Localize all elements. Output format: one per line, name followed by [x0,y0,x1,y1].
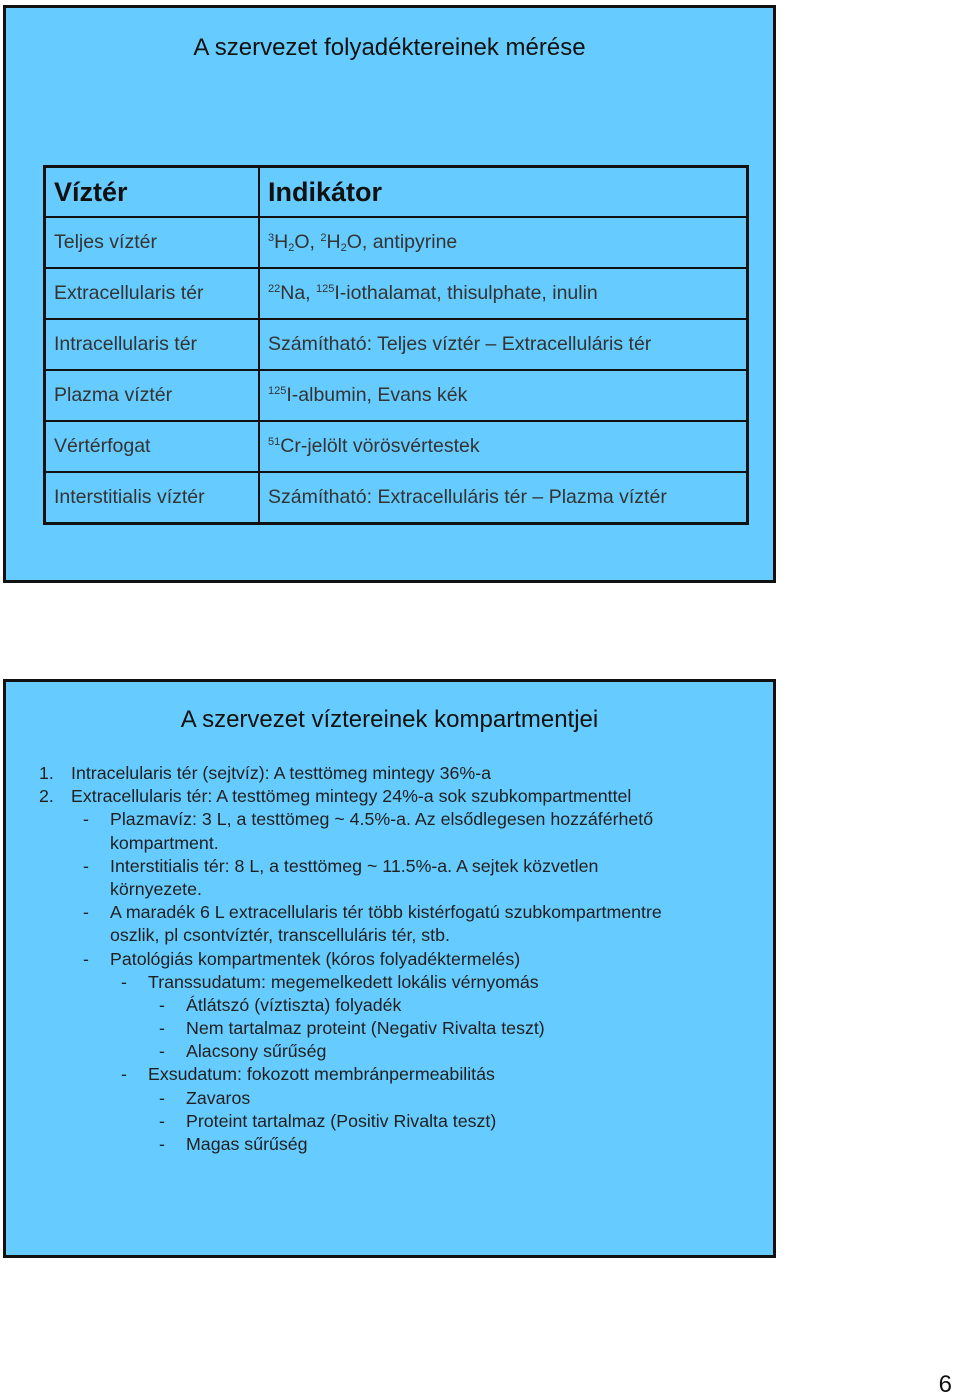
list-dash: - [159,1087,165,1108]
list-text: kompartment. [110,832,219,853]
list-dash: - [83,948,89,969]
list-text: oszlik, pl csontvíztér, transcelluláris tér, stb. [110,925,450,946]
list-dash: - [121,1064,127,1085]
list-dash: - [159,1018,165,1039]
list-item [39,901,759,924]
list-item [39,924,759,947]
list-item [39,1087,759,1110]
column-header-space: Víztér [45,167,260,218]
list-item [39,994,759,1017]
list-text: Nem tartalmaz proteint (Negativ Rivalta teszt) [186,1018,545,1039]
list-dash: - [159,994,165,1015]
indicator-cell: $^{51}$Cr-jelölt vörösvértestek [259,421,748,472]
list-text: Plazmavíz: 3 L, a testtömeg ~ 4.5%-a. Az elsődlegesen hozzáférhető [110,809,654,830]
list-text: Interstitialis tér: 8 L, a testtömeg ~ 11.5%-a. A sejtek közvetlen [110,855,599,876]
list-dash: - [83,902,89,923]
list-item [39,762,759,785]
table-row [45,217,748,268]
space-cell: Plazma víztér [45,370,260,421]
indicator-cell: $^3H_2O$, $^2H_2O$, antipyrine [259,217,748,268]
list-text: Átlátszó (víztiszta) folyadék [186,994,402,1015]
list-text: Alacsony sűrűség [186,1041,327,1062]
indicator-cell: Számítható: Extracelluláris tér – Plazma víztér [259,472,748,524]
space-cell: Intracellularis tér [45,319,260,370]
list-text: Extracellularis tér: A testtömeg mintegy 24%-a sok szubkompartmenttel [71,786,632,807]
list-text: Transsudatum: megemelkedett lokális vérnyomás [148,971,539,992]
list-item [39,785,759,808]
space-cell: Extracellularis tér [45,268,260,319]
page-number: 6 [938,1371,952,1398]
list-number: 2. [39,786,54,807]
slide-compartments [3,679,776,1258]
list-dash: - [159,1041,165,1062]
list-dash: - [83,855,89,876]
table-row [45,421,748,472]
slide-title: A szervezet víztereinek kompartmentjei [180,706,599,733]
indicator-cell: $^{125}$I-albumin, Evans kék [259,370,748,421]
indicator-cell: $^{22}$Na, $^{125}$I-iothalamat, thisulphate, inulin [259,268,748,319]
list-text: Magas sűrűség [186,1134,308,1154]
space-cell: Interstitialis víztér [45,472,260,524]
list-text: Zavaros [186,1087,251,1108]
table-row [45,268,748,319]
list-text: A maradék 6 L extracellularis tér több kistérfogatú szubkompartmentre [110,902,662,923]
compartment-list [39,762,759,1156]
list-dash: - [159,1134,165,1154]
space-cell: Vértérfogat [45,421,260,472]
list-item [39,948,759,971]
list-dash: - [83,809,89,830]
list-item [39,1110,759,1133]
list-dash: - [121,971,127,992]
list-item [39,1063,759,1086]
list-item [39,1133,759,1156]
list-text: környezete. [110,878,202,899]
table-row [45,319,748,370]
list-item [39,1017,759,1040]
space-cell: Teljes víztér [45,217,260,268]
list-text: Proteint tartalmaz (Positiv Rivalta teszt) [186,1110,497,1131]
table-row [45,472,748,524]
list-item [39,971,759,994]
list-text: Exsudatum: fokozott membránpermeabilitás [148,1064,495,1085]
list-text: Patológiás kompartmentek (kóros folyadéktermelés) [110,948,521,969]
list-item [39,1040,759,1063]
column-header-indicator: Indikátor [259,167,748,218]
table-row [45,370,748,421]
slide-measurement [3,5,776,583]
indicator-cell: Számítható: Teljes víztér – Extracelluláris tér [259,319,748,370]
list-number: 1. [39,763,54,783]
list-dash: - [159,1110,165,1131]
list-text: Intracelularis tér (sejtvíz): A testtömeg mintegy 36%-a [71,763,492,783]
list-item [39,878,759,901]
list-item [39,855,759,878]
table-header-row [45,167,748,218]
indicator-table [43,165,749,525]
list-item [39,808,759,831]
list-item [39,832,759,855]
slide-title: A szervezet folyadéktereinek mérése [193,34,586,61]
